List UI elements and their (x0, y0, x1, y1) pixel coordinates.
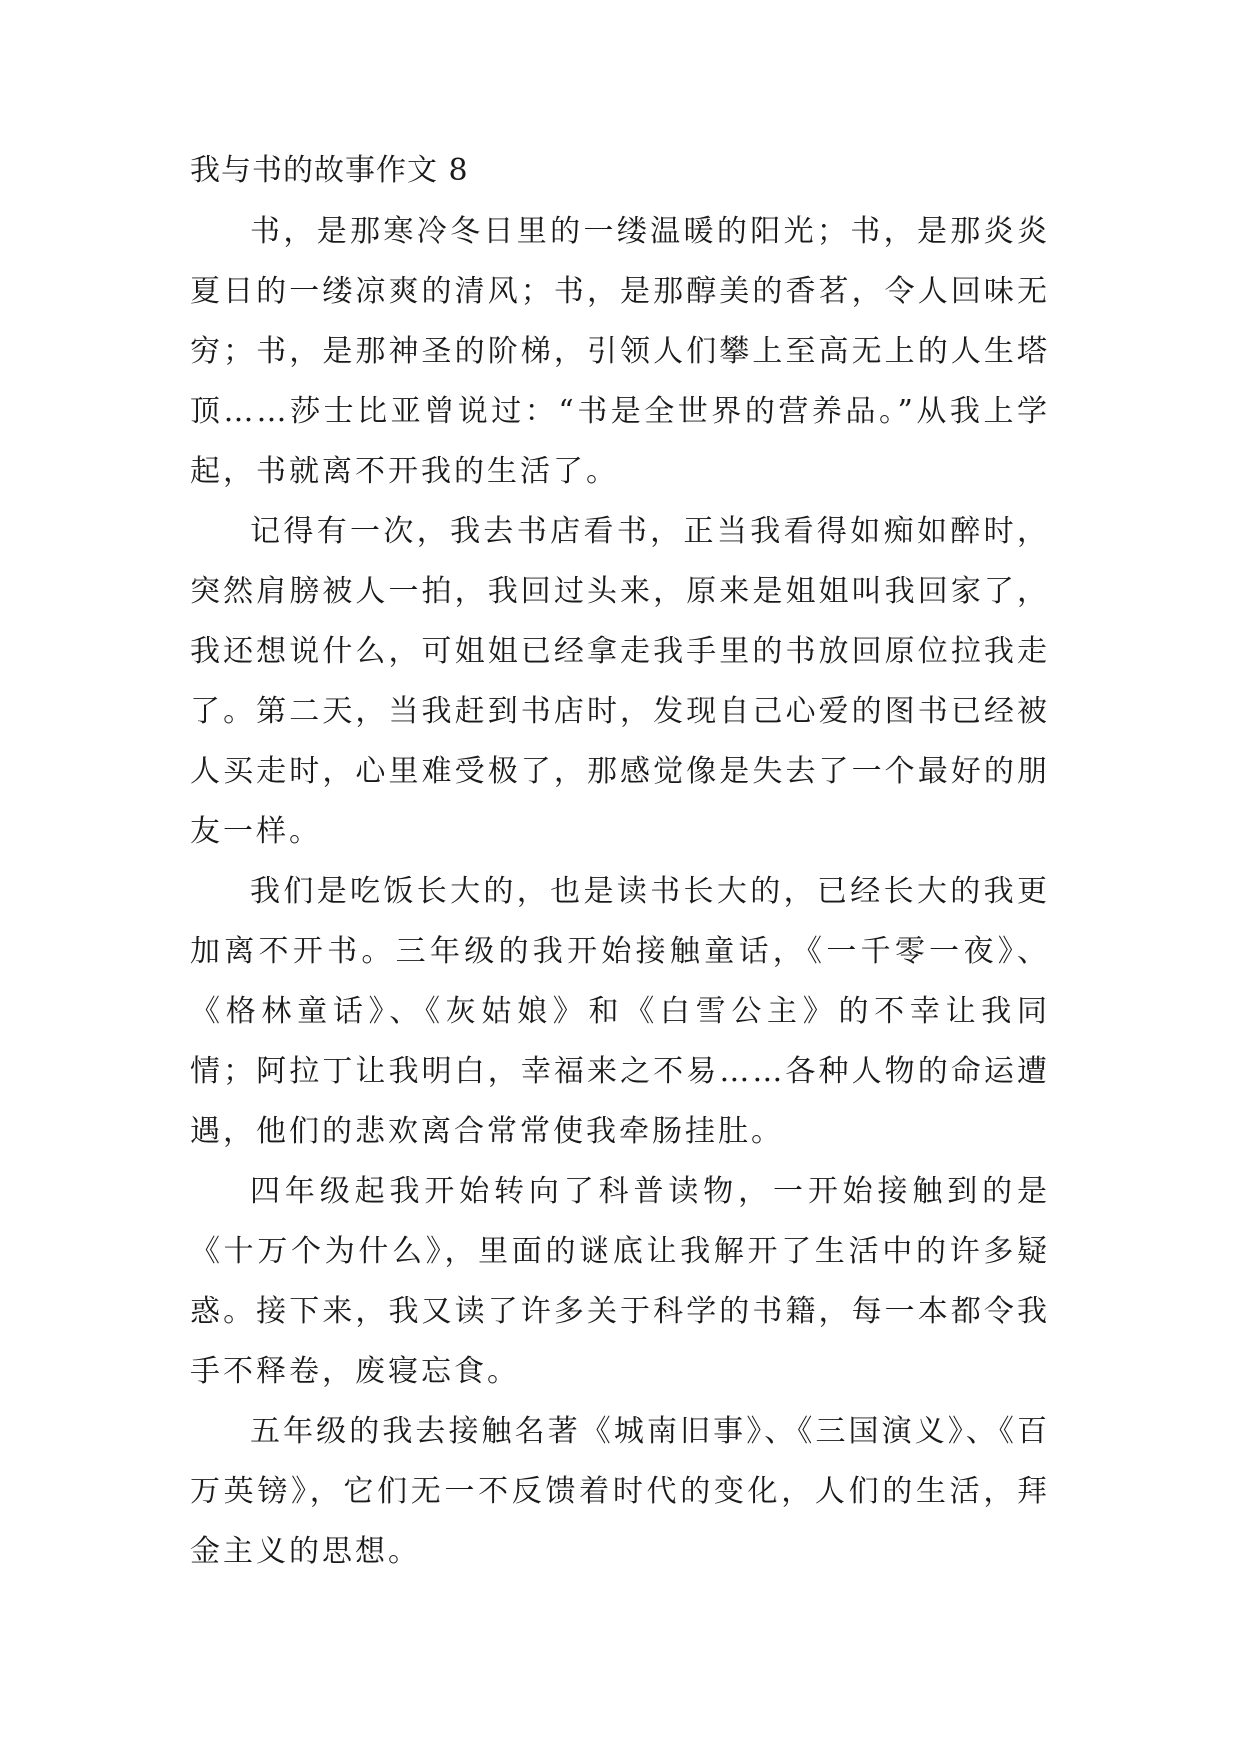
paragraph-2: 记得有一次，我去书店看书，正当我看得如痴如醉时，突然肩膀被人一拍，我回过头来，原来是姐姐叫我回家了，我还想说什么，可姐姐已经拿走我手里的书放回原位拉我走了。第二天，当我赶到书店时，发现自己心爱的图书已经被人买走时，心里难受极了，那感觉像是失去了一个最好的朋友一样。 (190, 514, 1050, 849)
paragraph-5: 五年级的我去接触名著《城南旧事》、《三国演义》、《百万英镑》，它们无一不反馈着时代的变化，人们的生活，拜金主义的思想。 (190, 1414, 1050, 1569)
document-body (190, 150, 1050, 1582)
paragraph-4: 四年级起我开始转向了科普读物，一开始接触到的是《十万个为什么》，里面的谜底让我解开了生活中的许多疑惑。接下来，我又读了许多关于科学的书籍，每一本都令我手不释卷，废寝忘食。 (190, 1174, 1050, 1389)
paragraph-1: 书，是那寒冷冬日里的一缕温暖的阳光；书，是那炎炎夏日的一缕凉爽的清风；书，是那醇美的香茗，令人回味无穷；书，是那神圣的阶梯，引领人们攀上至高无上的人生塔顶……莎士比亚曾说过：“书是全世界的营养品。”从我上学起，书就离不开我的生活了。 (190, 214, 1050, 489)
paragraph-3: 我们是吃饭长大的，也是读书长大的，已经长大的我更加离不开书。三年级的我开始接触童话，《一千零一夜》、《格林童话》、《灰姑娘》和《白雪公主》的不幸让我同情；阿拉丁让我明白，幸福来之不易……各种人物的命运遭遇，他们的悲欢离合常常使我牵肠挂肚。 (190, 874, 1050, 1149)
document-title: 我与书的故事作文 8 (190, 153, 469, 188)
